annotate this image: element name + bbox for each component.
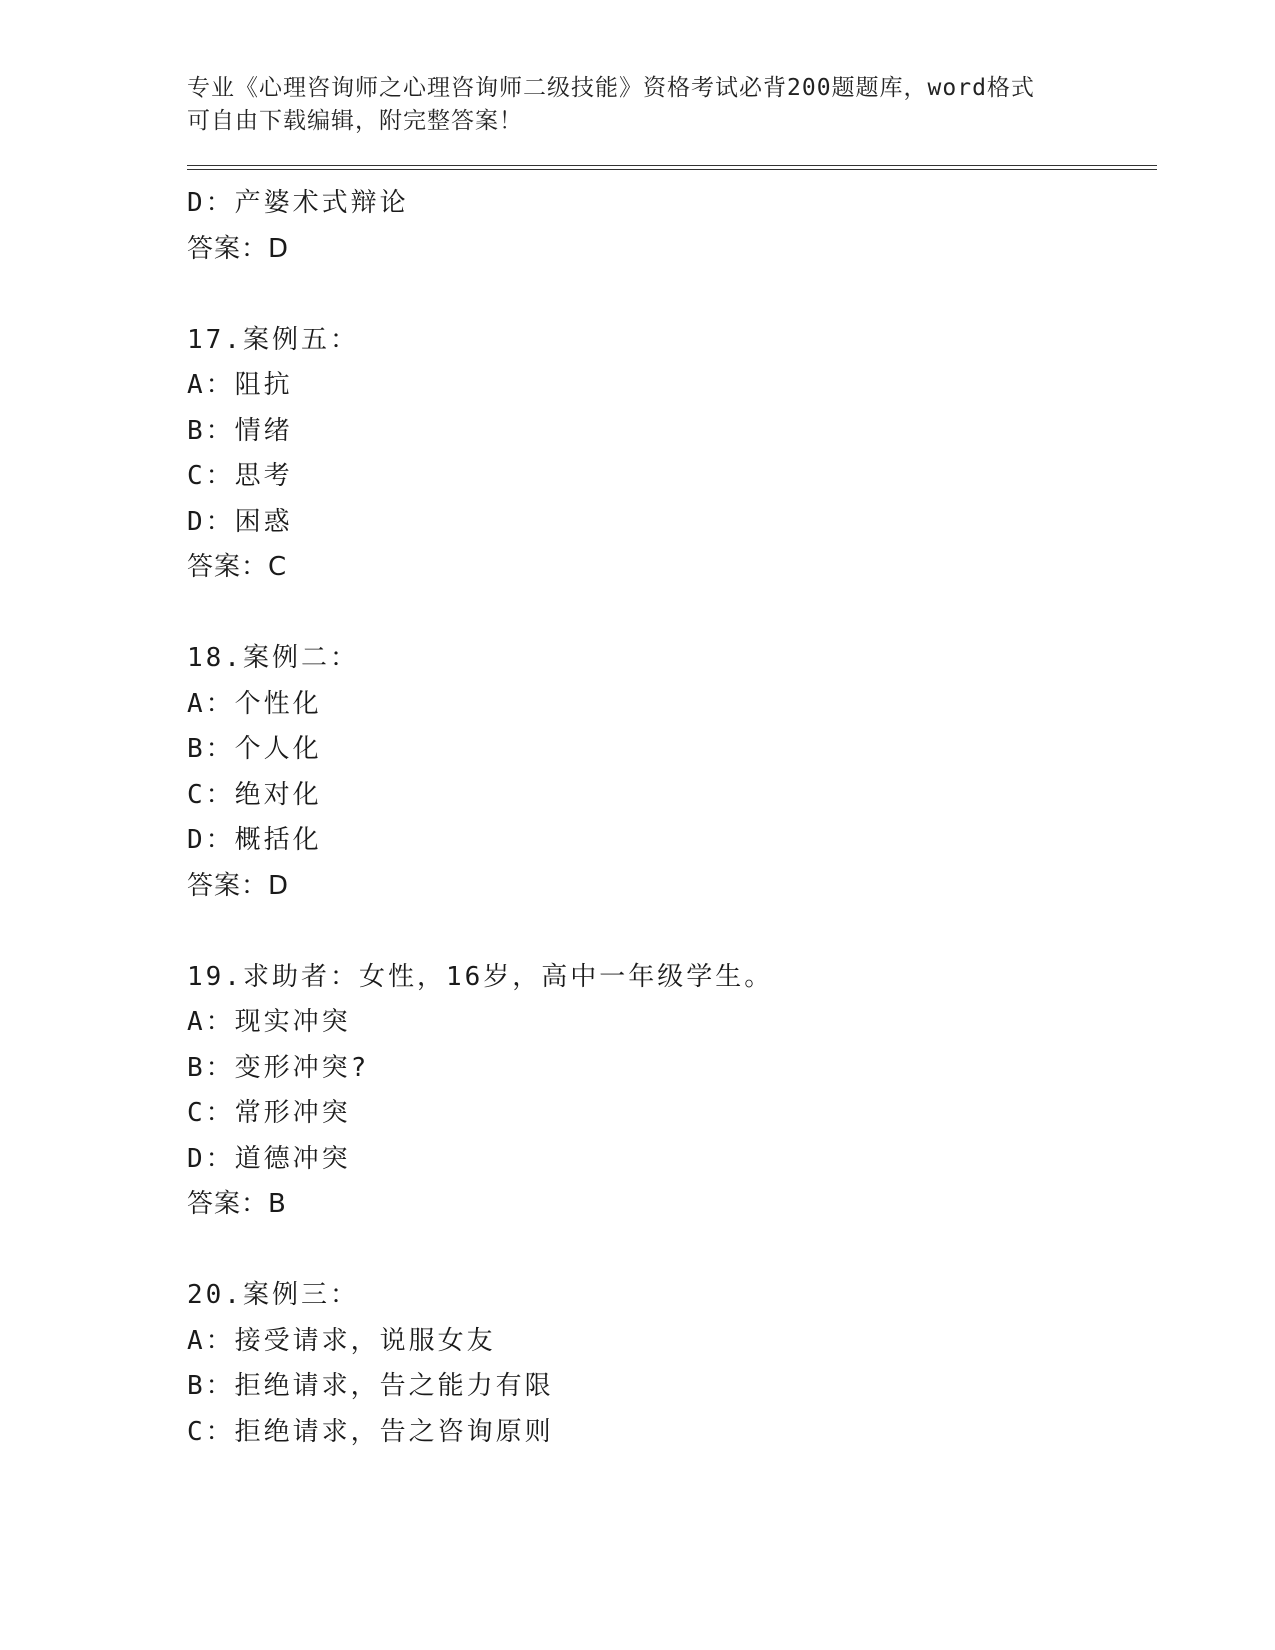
option-c: C：常形冲突 — [187, 1098, 351, 1128]
question-list — [187, 181, 1157, 1455]
answer-line: 答案：C — [187, 552, 288, 582]
option-c: C：思考 — [187, 461, 293, 491]
document-header-line-1: 专业《心理咨询师之心理咨询师二级技能》资格考试必背200题题库，word格式 — [187, 75, 1035, 101]
option-a: A：个性化 — [187, 688, 322, 719]
question-block — [187, 181, 1157, 272]
document-page — [187, 72, 1157, 1455]
option-a: A：现实冲突 — [187, 1007, 351, 1037]
option-b: B：个人化 — [187, 734, 322, 764]
option-d: D：产婆术式辩论 — [187, 188, 409, 218]
option-b: B：变形冲突? — [187, 1052, 370, 1083]
header-divider — [187, 165, 1157, 171]
spacer — [187, 591, 1157, 637]
option-a: A：阻抗 — [187, 370, 293, 400]
question-block — [187, 955, 1157, 1228]
option-d: D：道德冲突 — [187, 1143, 351, 1174]
option-d: D：概括化 — [187, 825, 322, 855]
header-divider-top — [187, 165, 1157, 166]
question-block — [187, 636, 1157, 909]
option-c: C：绝对化 — [187, 779, 322, 810]
answer-line: 答案：D — [187, 870, 290, 901]
question-block — [187, 318, 1157, 591]
spacer — [187, 272, 1157, 318]
answer-line: 答案：B — [187, 1189, 287, 1219]
option-c: C：拒绝请求，告之咨询原则 — [187, 1416, 554, 1447]
question-title: 17.案例五： — [187, 324, 359, 355]
question-title: 19.求助者：女性，16岁，高中一年级学生。 — [187, 961, 774, 992]
document-header-line-2: 可自由下载编辑，附完整答案！ — [187, 108, 523, 134]
option-b: B：拒绝请求，告之能力有限 — [187, 1371, 554, 1401]
option-b: B：情绪 — [187, 415, 293, 446]
question-block — [187, 1273, 1157, 1455]
question-title: 20.案例三： — [187, 1280, 359, 1310]
header-divider-bottom — [187, 169, 1157, 170]
spacer — [187, 909, 1157, 955]
spacer — [187, 1228, 1157, 1274]
option-d: D：困惑 — [187, 506, 293, 537]
question-title: 18.案例二： — [187, 643, 359, 673]
answer-line: 答案：D — [187, 233, 290, 264]
option-a: A：接受请求，说服女友 — [187, 1325, 496, 1356]
